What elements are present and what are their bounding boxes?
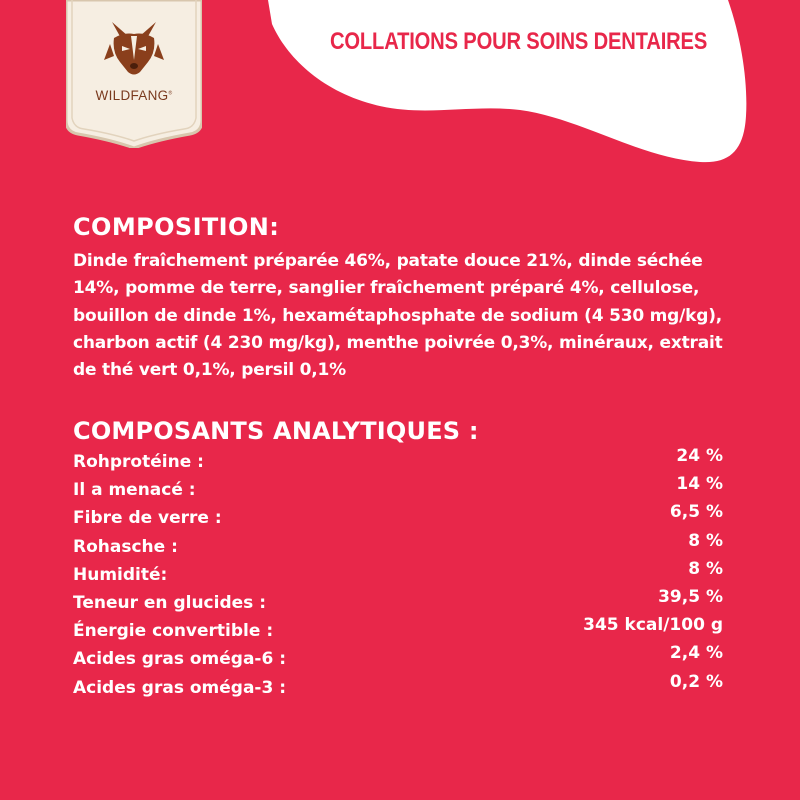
analysis-value: 39,5 % [658, 586, 723, 607]
analysis-row [73, 672, 723, 700]
analysis-label: Énergie convertible : [73, 621, 274, 642]
analysis-row [73, 446, 723, 474]
analysis-value: 14 % [676, 474, 723, 495]
analysis-row [73, 559, 723, 587]
composition-heading: COMPOSITION: [73, 213, 280, 241]
analysis-table [73, 446, 723, 700]
composition-text: Dinde fraîchement préparée 46%, patate douce 21%, dinde séchée 14%, pomme de terre, sanglier fraîchement préparé 4%, cellulose, bouillon de dinde 1%, hexamétaphosphate de sodium (4 530 mg/kg), charbon actif (4 230 mg/kg), menthe poivrée 0,3%, minéraux, extrait de thé vert 0,1%, persil 0,1% [73, 251, 723, 381]
wolf-logo-icon [66, 0, 202, 148]
analysis-label: Teneur en glucides : [73, 592, 266, 613]
analysis-row [73, 587, 723, 615]
analysis-label: Il a menacé : [73, 480, 196, 501]
analysis-row [73, 502, 723, 530]
analysis-value: 8 % [688, 558, 723, 579]
analysis-value: 8 % [688, 530, 723, 551]
analysis-heading: COMPOSANTS ANALYTIQUES : [73, 417, 479, 445]
analysis-value: 0,2 % [669, 671, 723, 692]
analysis-value: 6,5 % [669, 502, 723, 523]
brand-logo-badge [66, 0, 202, 148]
analysis-value: 345 kcal/100 g [583, 615, 723, 636]
analysis-label: Rohprotéine : [73, 452, 204, 472]
analysis-label: Humidité: [73, 564, 168, 585]
analysis-label: Rohasche : [73, 536, 178, 557]
analysis-row [73, 531, 723, 559]
analysis-label: Acides gras oméga-3 : [73, 677, 287, 698]
analysis-row [73, 615, 723, 643]
analysis-label: Fibre de verre : [73, 508, 222, 529]
brand-name: WILDFANG® [95, 88, 173, 103]
analysis-value: 2,4 % [669, 643, 723, 664]
analysis-label: Acides gras oméga-6 : [73, 649, 287, 670]
page-title: COLLATIONS POUR SOINS DENTAIRES [330, 28, 708, 55]
analysis-row [73, 643, 723, 671]
analysis-value: 24 % [676, 446, 723, 466]
analysis-row [73, 474, 723, 502]
